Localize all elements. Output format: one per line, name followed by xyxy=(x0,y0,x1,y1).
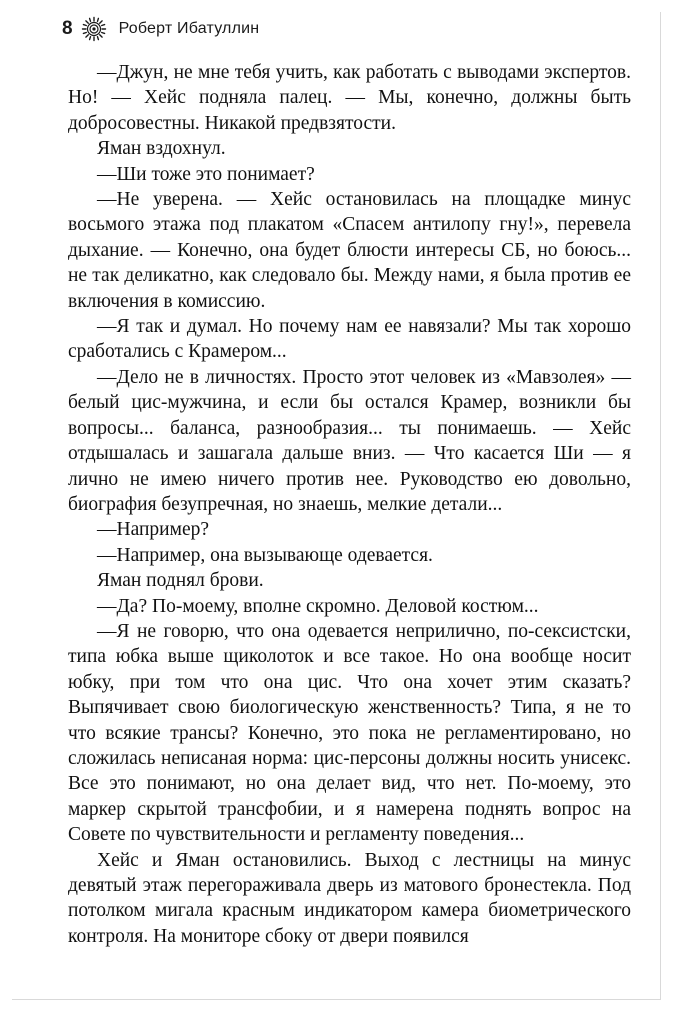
paragraph: —Дело не в личностях. Просто этот человек из «Мавзолея» — белый цис-мужчина, и если бы остался Крамер, возникли бы вопросы... баланса, разнообразия... ты понимаешь. — Хейс отдышалась и зашагала дальше вниз. — Что касается Ши — я лично не имею ничего против нее. Руководство ею довольно, биография безупречная, но знаешь, мелкие детали... xyxy=(68,366,631,515)
paragraph: —Я не говорю, что она одевается неприлично, по-сексистски, типа юбка выше щиколоток и все такое. Но она вообще носит юбку, при том что она цис. Что она хочет этим сказать? Выпячивает свою биологическую женственность? Типа, я не то что всякие трансы? Конечно, это пока не регламентировано, но сложилась неписаная норма: цис-персоны должны носить унисекс. Все это понимают, но она делает вид, что нет. По-моему, это маркер скрытой трансфобии, и я намерена поднять вопрос на Совете по чувствительности и регламенту поведения... xyxy=(68,620,631,846)
paragraph: —Например? xyxy=(97,519,210,541)
paragraph: —Да? По-моему, вполне скромно. Деловой костюм... xyxy=(97,595,539,617)
paragraph: Яман вздохнул. xyxy=(97,138,226,160)
page-edge-bottom xyxy=(12,999,661,1000)
running-head xyxy=(62,14,259,44)
body-text xyxy=(68,60,631,949)
author-name: Роберт Ибатуллин xyxy=(118,20,260,37)
page-number: 8 xyxy=(62,18,73,39)
sun-ornament-icon xyxy=(81,16,107,42)
paragraph: —Не уверена. — Хейс остановилась на площадке минус восьмого этажа под плакатом «Спасем антилопу гну!», перевела дыхание. — Конечно, она будет блюсти интересы СБ, но боюсь... не так деликатно, как следовало бы. Между нами, я была против ее включения в комиссию. xyxy=(68,189,631,312)
page-edge-right xyxy=(660,12,661,1000)
paragraph: —Джун, не мне тебя учить, как работать с выводами экспертов. Но! — Хейс подняла палец. — Мы, конечно, должны быть добросовестны. Никакой предвзятости. xyxy=(68,62,631,134)
paragraph: Хейс и Яман остановились. Выход с лестницы на минус девятый этаж перегораживала дверь из матового бронестекла. Под потолком мигала красным индикатором камера биометрического контроля. На мониторе сбоку от двери появился xyxy=(68,849,631,947)
paragraph: —Ши тоже это понимает? xyxy=(97,163,315,185)
paragraph: Яман поднял брови. xyxy=(97,570,264,592)
paragraph: —Например, она вызывающе одевается. xyxy=(97,544,433,566)
paragraph: —Я так и думал. Но почему нам ее навязали? Мы так хорошо сработались с Крамером... xyxy=(68,316,631,363)
